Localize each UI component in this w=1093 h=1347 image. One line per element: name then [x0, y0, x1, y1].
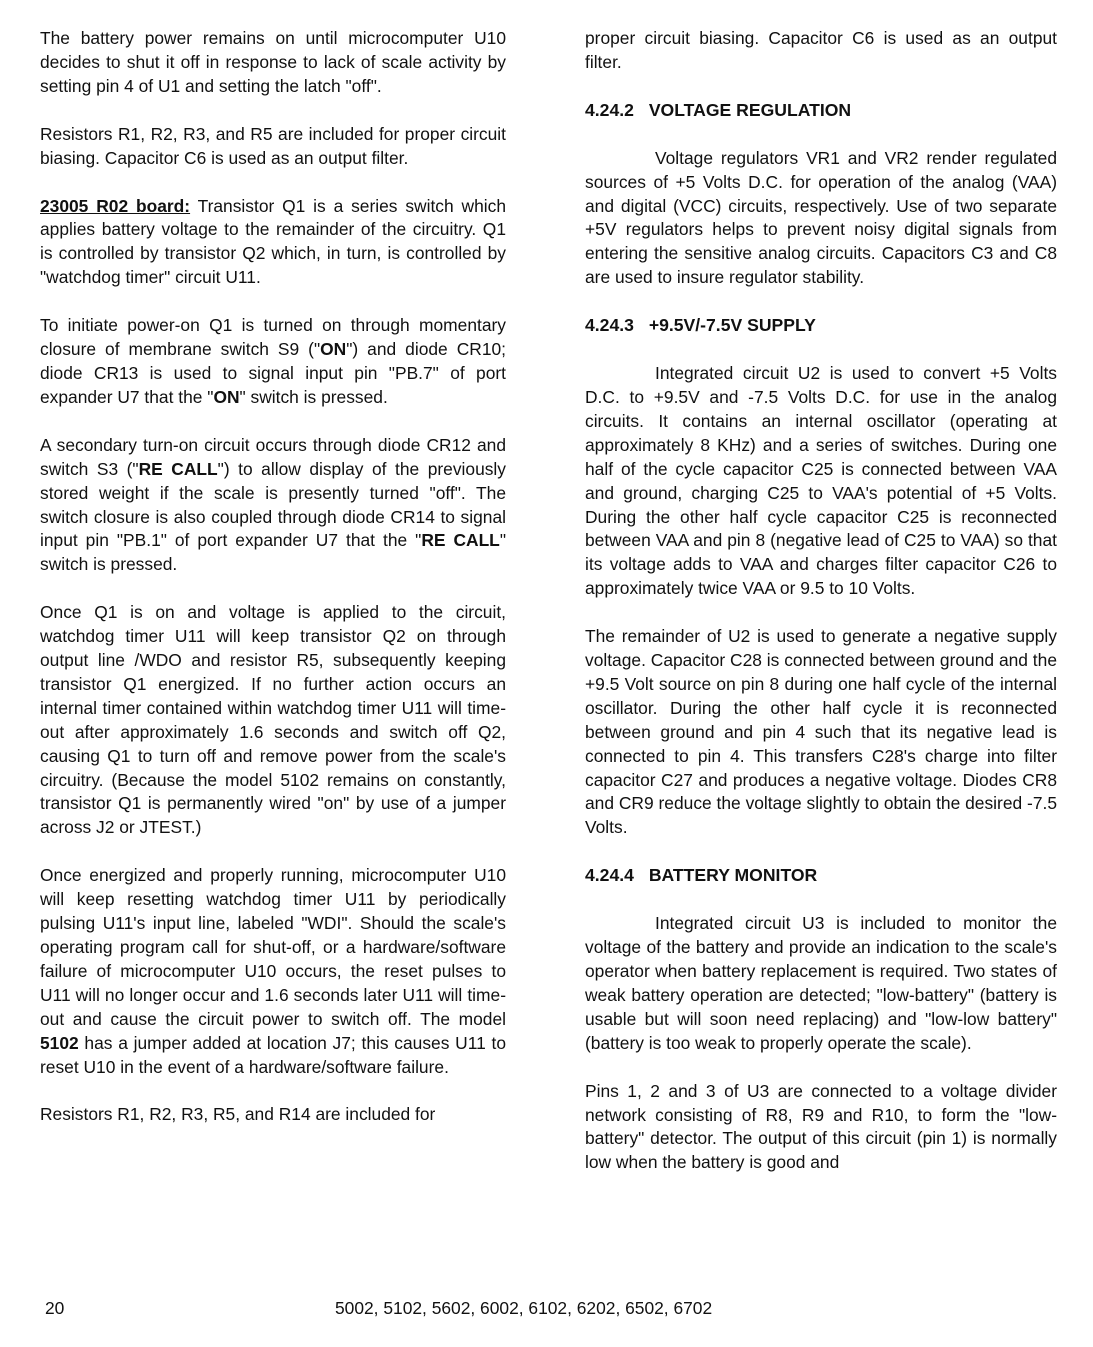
section-number: 4.24.2	[585, 99, 634, 120]
text-fragment: A secondary turn-on circuit occurs through diode CR12 and switch S3 ("	[40, 434, 506, 479]
text-fragment: Once energized and properly running, microcomputer U10 will keep resetting watchdog timer U11 by periodically pulsing U11's input line, labeled "WDI". Should the scale's operating program call for shut-off, or a hardware/software failure of microcomputer U10 occurs, the reset pulses to U11 will no longer occur and 1.6 seconds later U11 will time-out and cause the circuit power to switch off. The model	[40, 865, 506, 1029]
text-fragment: ") and diode CR10; diode CR13 is used to signal input pin "PB.7" of port expander U7 that the "	[40, 339, 506, 407]
board-label: 23005 R02 board:	[40, 195, 191, 216]
paragraph-resistors-continued: Resistors R1, R2, R3, R5, and R14 are included for	[40, 1104, 436, 1125]
recall-switch-label: RE CALL	[138, 458, 218, 479]
section-heading-supply	[585, 314, 1057, 338]
text-fragment: ") to allow display of the previously stored weight if the scale is presently turned "off". The switch closure is also coupled through diode CR14 to signal input pin "PB.1" of port expander U7 that the "	[40, 458, 506, 551]
right-column	[585, 27, 1057, 1199]
paragraph-microcomputer-reset	[40, 864, 506, 1079]
text-fragment: To initiate power-on Q1 is turned on through momentary closure of membrane switch S9 ("	[40, 315, 506, 360]
paragraph-low-battery-detector: Pins 1, 2 and 3 of U3 are connected to a voltage divider network consisting of R8, R9 and R10, to form the "low-battery" detector. The output of this circuit (pin 1) is normally low when the battery is good and	[585, 1080, 1057, 1173]
section-number: 4.24.4	[585, 865, 634, 886]
section-heading-battery-monitor	[585, 864, 1057, 888]
page-number: 20	[45, 1298, 65, 1318]
text-fragment: " switch is pressed.	[40, 530, 506, 575]
board-description: Transistor Q1 is a series switch which applies battery voltage to the remainder of the circuitry. Q1 is controlled by transistor Q2 which, in turn, is controlled by "watchdog timer" circuit U11.	[40, 195, 506, 288]
text-fragment: " switch is pressed.	[239, 386, 388, 407]
left-column	[40, 27, 506, 1151]
paragraph-u2-converter: Integrated circuit U2 is used to convert +5 Volts D.C. to +9.5V and -7.5 Volts D.C. for use in the analog circuits. It contains an internal oscillator (operating at approximately 8 KHz) and a series of switches. During one half of the cycle capacitor C25 is connected between VAA and ground, charging C25 to VAA's potential of +5 Volts. During the other half cycle capacitor C25 is reconnected between VAA and pin 8 (negative lead of C25 to VAA) so that its voltage adds to VAA and charges filter capacitor C26 to approximately twice VAA or 9.5 to 10 Volts.	[585, 363, 1057, 599]
paragraph-watchdog-timer: Once Q1 is on and voltage is applied to the circuit, watchdog timer U11 will keep transistor Q2 on through output line /WDO and resistor R5, subsequently keeping transistor Q1 energized. If no further action occurs an internal timer contained within watchdog timer U11 will time-out after approximately 1.6 seconds and switch off Q2, causing Q1 to turn off and remove power from the scale's circuitry. (Because the model 5102 remains on constantly, transistor Q1 is permanently wired "on" by use of a jumper across J2 or JTEST.)	[40, 602, 506, 838]
paragraph-u3-monitor: Integrated circuit U3 is included to monitor the voltage of the battery and provide an indication to the scale's operator when battery replacement is required. Two states of weak battery operation are detected; "low-battery" (battery is usable but will soon need replacing) and "low-low battery" (battery is too weak to properly operate the scale).	[585, 913, 1057, 1053]
paragraph-negative-supply: The remainder of U2 is used to generate a negative supply voltage. Capacitor C28 is connected between ground and the +9.5 Volt source on pin 8 during one half cycle of the internal oscillator. During the other half cycle it is reconnected between ground and pin 4 such that its negative lead is connected to pin 4. This transfers C28's charge into filter capacitor C27 and produces a negative voltage. Diodes CR8 and CR9 reduce the voltage slightly to obtain the desired -7.5 Volts.	[585, 626, 1057, 838]
paragraph-resistors-biasing: Resistors R1, R2, R3, and R5 are included for proper circuit biasing. Capacitor C6 is used as an output filter.	[40, 123, 506, 168]
paragraph-power-on	[40, 314, 506, 410]
section-title: VOLTAGE REGULATION	[648, 99, 852, 120]
model-number: 5102	[40, 1032, 79, 1053]
footer-model-list: 5002, 5102, 5602, 6002, 6102, 6202, 6502, 6702	[335, 1298, 713, 1318]
on-switch-label: ON	[320, 339, 347, 360]
section-title: +9.5V/-7.5V SUPPLY	[648, 315, 816, 336]
text-fragment: has a jumper added at location J7; this causes U11 to reset U10 in the event of a hardware/software failure.	[40, 1032, 506, 1077]
paragraph-circuit-biasing: proper circuit biasing. Capacitor C6 is used as an output filter.	[585, 28, 1057, 72]
paragraph-voltage-regulators: Voltage regulators VR1 and VR2 render regulated sources of +5 Volts D.C. for operation of the analog (VAA) and digital (VCC) circuits, respectively. Use of two separate +5V regulators helps to prevent noisy digital signals from entering the sensitive analog circuits. Capacitors C3 and C8 are used to insure regulator stability.	[585, 147, 1057, 288]
recall-switch-label: RE CALL	[421, 530, 500, 551]
on-switch-label: ON	[213, 386, 240, 407]
paragraph-23005-board	[40, 195, 506, 291]
paragraph-secondary-turn-on	[40, 434, 506, 577]
section-title: BATTERY MONITOR	[648, 865, 818, 886]
paragraph-battery-power: The battery power remains on until microcomputer U10 decides to shut it off in response to lack of scale activity by setting pin 4 of U1 and setting the latch "off".	[40, 28, 506, 96]
section-number: 4.24.3	[585, 315, 634, 336]
section-heading-voltage-regulation	[585, 99, 1057, 123]
